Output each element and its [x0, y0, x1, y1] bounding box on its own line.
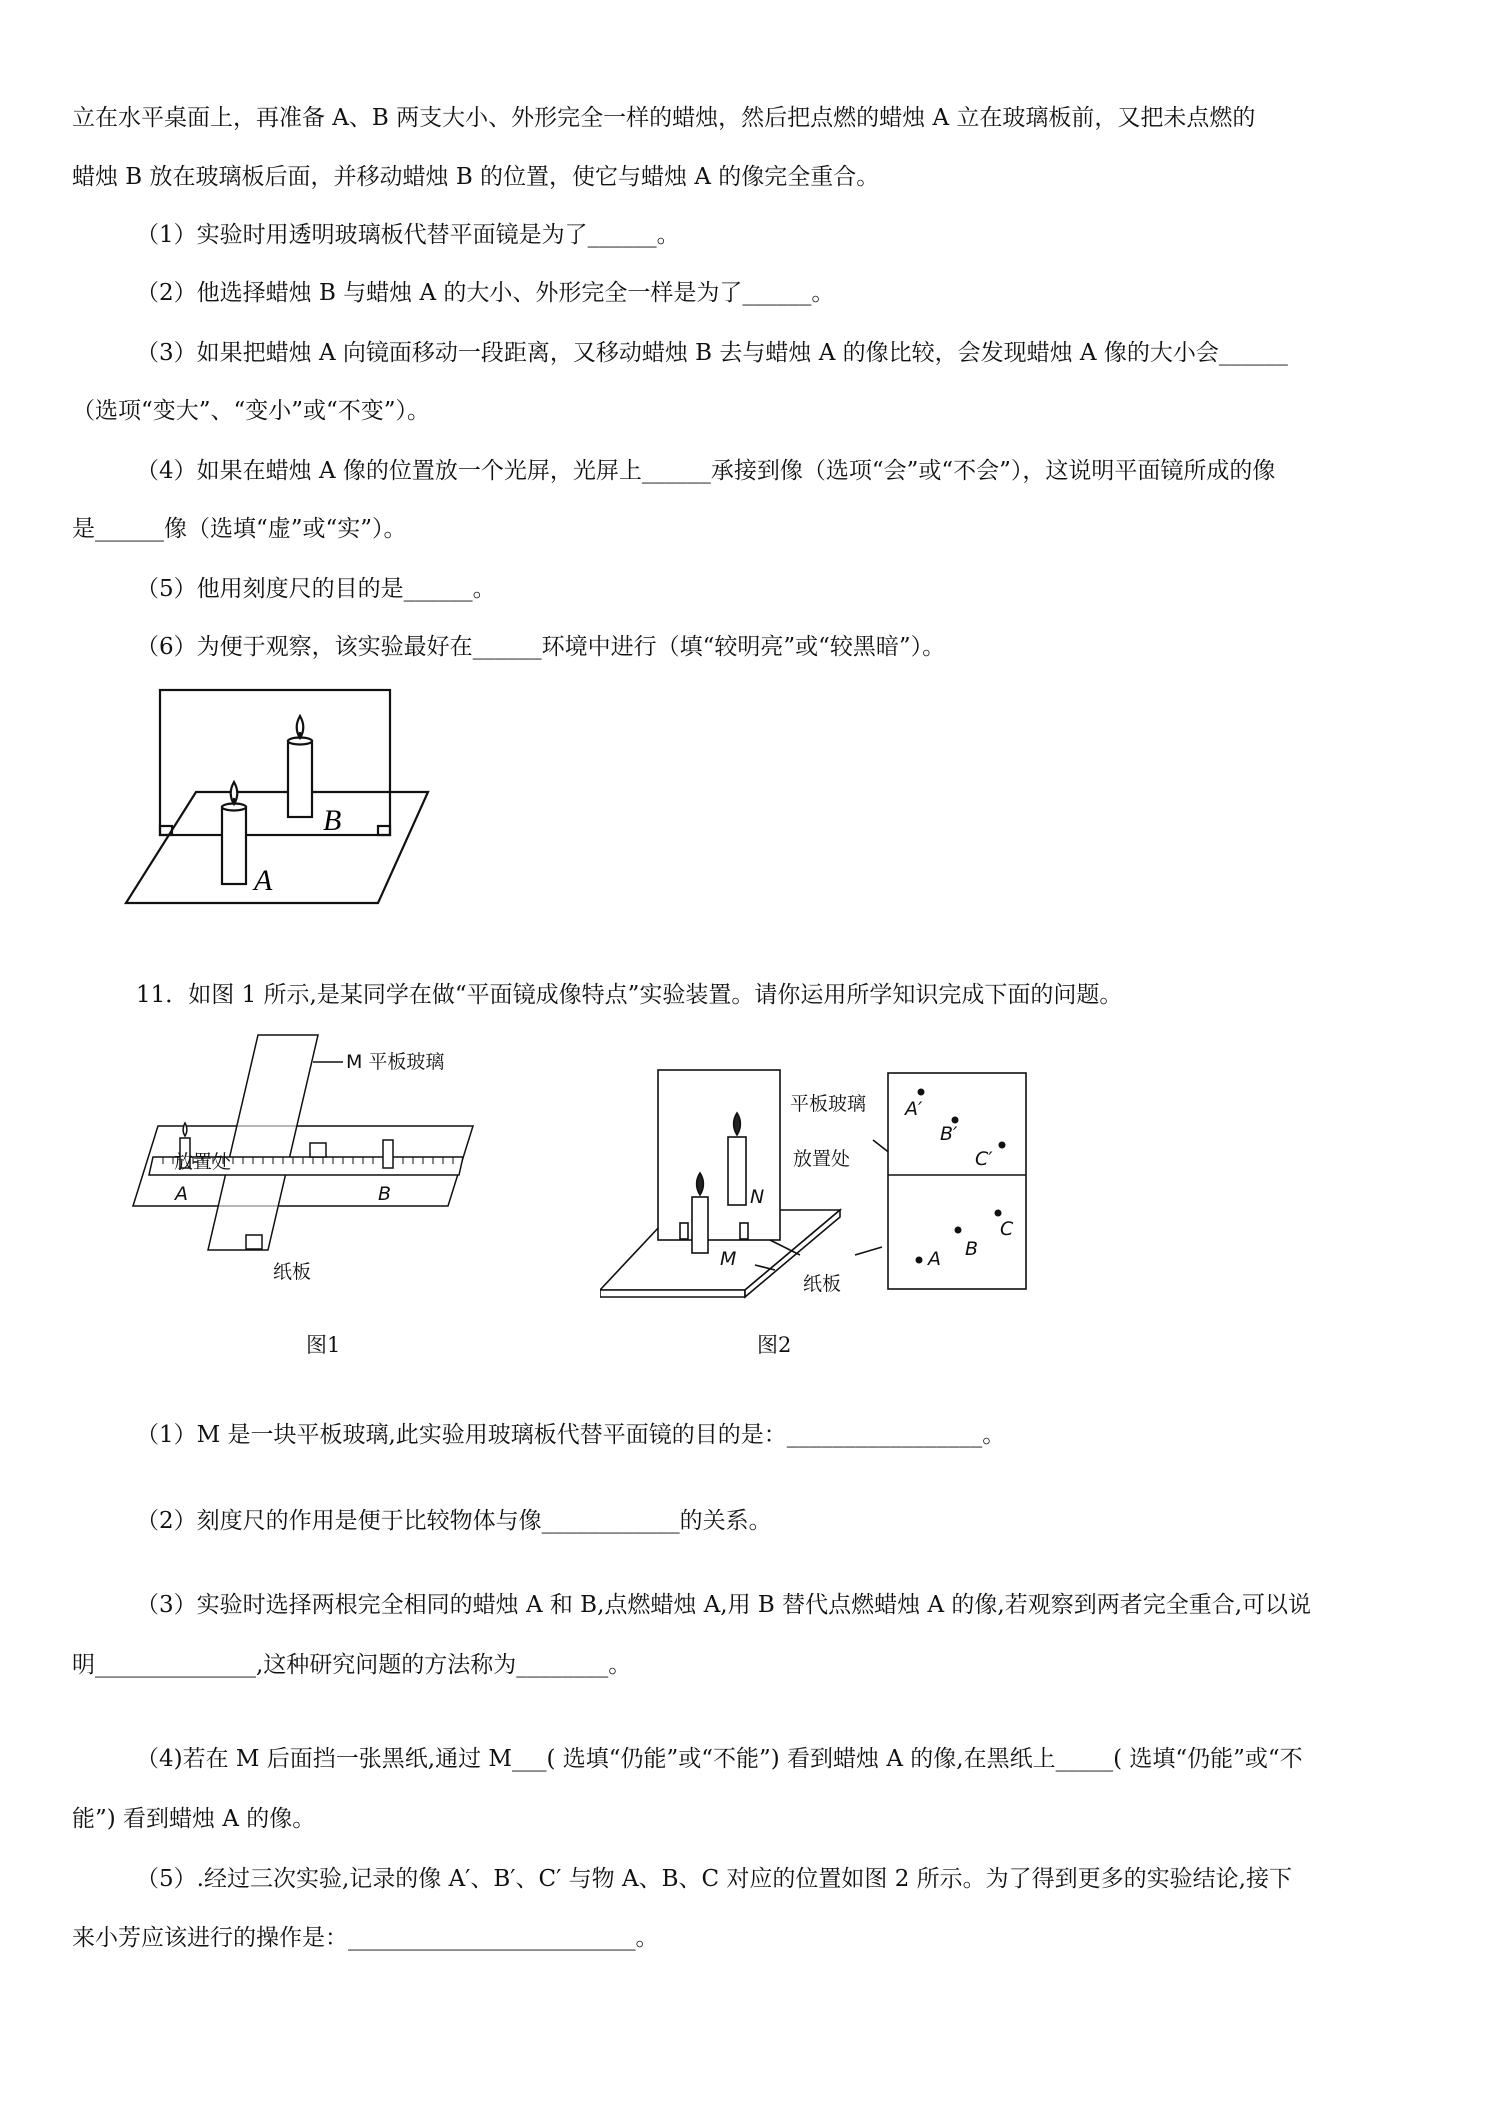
- q10-intro-line2: 蜡烛 B 放在玻璃板后面，并移动蜡烛 B 的位置，使它与蜡烛 A 的像完全重合。: [72, 164, 880, 190]
- label-b: B: [378, 1183, 392, 1205]
- point-c: C: [1000, 1218, 1014, 1240]
- point-c-prime: C′: [975, 1148, 993, 1170]
- point-b: B: [965, 1238, 979, 1260]
- q10-question-5: （5）他用刻度尺的目的是______。: [136, 576, 496, 602]
- label-place: 放置处: [793, 1148, 851, 1170]
- label-board: 纸板: [273, 1261, 312, 1283]
- label-b: B: [323, 804, 342, 837]
- glass-plate: [160, 690, 390, 835]
- q11-question-4-line2: 能”) 看到蜡烛 A 的像。: [72, 1806, 316, 1832]
- q11-question-5-line2: 来小芳应该进行的操作是：_________________________。: [72, 1925, 659, 1951]
- q10-intro-line1: 立在水平桌面上，再准备 A、B 两支大小、外形完全一样的蜡烛，然后把点燃的蜡烛 A 立在玻璃板前，又把未点燃的: [72, 105, 1256, 131]
- glass-plate: [658, 1070, 780, 1240]
- q11-question-3-line1: （3）实验时选择两根完全相同的蜡烛 A 和 B,点燃蜡烛 A,用 B 替代点燃蜡烛 A 的像,若观察到两者完全重合,可以说: [136, 1592, 1311, 1618]
- q10-question-1: （1）实验时用透明玻璃板代替平面镜是为了______。: [136, 222, 680, 248]
- table-surface: [126, 792, 428, 903]
- candle-a: [692, 1197, 708, 1253]
- label-n: N: [750, 1186, 765, 1208]
- figure-2-caption: 图2: [757, 1333, 792, 1357]
- q10-candle-figure: [118, 680, 438, 910]
- label-glass: 平板玻璃: [790, 1093, 867, 1115]
- label-glass: M 平板玻璃: [346, 1051, 445, 1073]
- point-a: A: [928, 1248, 941, 1270]
- label-a: A: [175, 1183, 188, 1205]
- q11-question-4-line1: （4)若在 M 后面挡一张黑纸,通过 M___( 选填“仍能”或“不能”) 看到蜡烛 A 的像,在黑纸上_____( 选填“仍能”或“不: [136, 1746, 1303, 1772]
- q10-question-3-line2: （选项“变大”、“变小”或“不变”）。: [72, 398, 431, 424]
- q11-question-3-line2: 明______________,这种研究问题的方法称为________。: [72, 1652, 632, 1678]
- candle-a: [222, 782, 246, 884]
- label-board: 纸板: [803, 1273, 842, 1295]
- q10-question-2: （2）他选择蜡烛 B 与蜡烛 A 的大小、外形完全一样是为了______。: [136, 280, 835, 306]
- q11-question-2: （2）刻度尺的作用是便于比较物体与像____________的关系。: [136, 1508, 772, 1534]
- label-place: 放置处: [174, 1151, 232, 1173]
- q11-figure-1: [118, 1030, 498, 1300]
- q10-question-6: （6）为便于观察，该实验最好在______环境中进行（填“较明亮”或“较黑暗”）。: [136, 634, 946, 660]
- glass-plate: [208, 1035, 318, 1250]
- q10-question-4-line1: （4）如果在蜡烛 A 像的位置放一个光屏，光屏上______承接到像（选项“会”或“不会”），这说明平面镜所成的像: [136, 458, 1276, 484]
- point-b-prime: B′: [940, 1123, 958, 1145]
- candle-b: [288, 716, 312, 817]
- label-a: A: [254, 864, 273, 897]
- q10-question-3-line1: （3）如果把蜡烛 A 向镜面移动一段距离，又移动蜡烛 B 去与蜡烛 A 的像比较，会发现蜡烛 A 像的大小会______: [136, 340, 1288, 366]
- q11-figure-2: [600, 1065, 1040, 1305]
- label-m: M: [720, 1248, 737, 1270]
- q10-question-4-line2: 是______像（选填“虚”或“实”）。: [72, 516, 407, 542]
- candle-b: [383, 1140, 393, 1168]
- figure-1-caption: 图1: [306, 1333, 341, 1357]
- point-a-prime: A′: [905, 1098, 923, 1120]
- q11-question-1: （1）M 是一块平板玻璃,此实验用玻璃板代替平面镜的目的是：_________________。: [136, 1422, 1006, 1448]
- q11-question-5-line1: （5）.经过三次实验,记录的像 A′、B′、C′ 与物 A、B、C 对应的位置如图 2 所示。为了得到更多的实验结论,接下: [136, 1866, 1292, 1892]
- q11-title: 11．如图 1 所示,是某同学在做“平面镜成像特点”实验装置。请你运用所学知识完成下面的问题。: [136, 982, 1123, 1008]
